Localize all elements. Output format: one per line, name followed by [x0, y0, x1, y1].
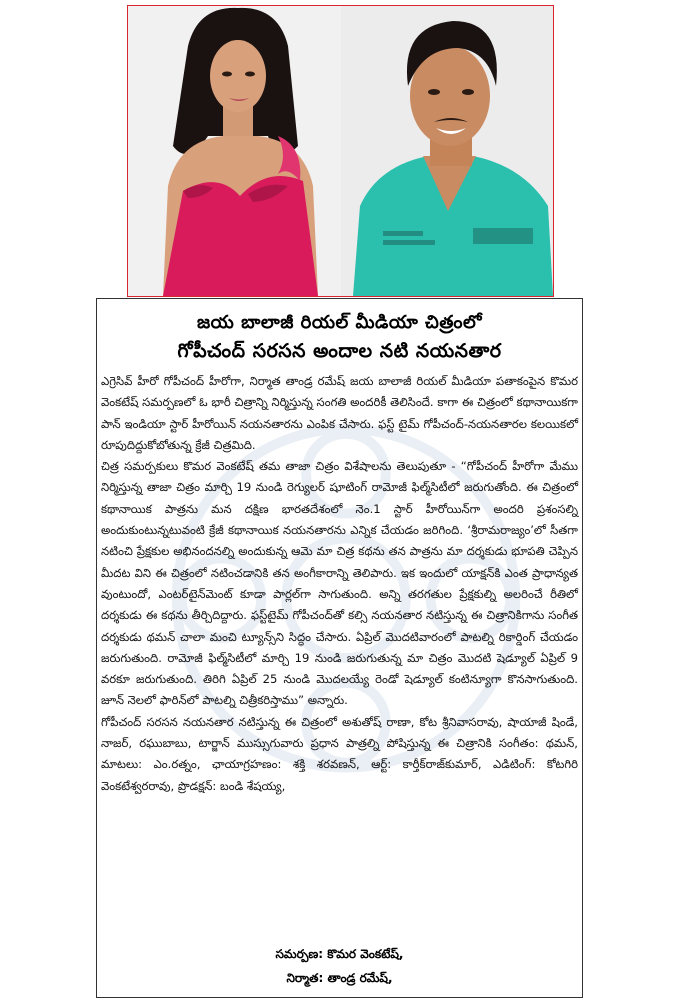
presenter-credit: సమర్పణ: కొమర వెంకటేష్,	[275, 947, 404, 961]
headline-line-1: జయ బాలాజీ రియల్ మీడియా చిత్రంలో	[197, 312, 482, 333]
photo-collage	[127, 5, 554, 297]
paragraph-3: గోపీచంద్ సరసన నయనతార నటిస్తున్న ఈ చిత్రంలో అశుతోష్ రాణా, కోట శ్రీనివాసరావు, షాయాజీ షిండే, నాజర్, రఘుబాబు, టార్జాన్ ముస్సుగువారు ప్రధాన పాత్రల్ని పోషిస్తున్న ఈ చిత్రానికి సంగీతం: థమన్, మాటలు: ఎం.రత్నం, ఛాయాగ్రహణం: శక్తి శరవణన్, ఆర్ట్: కార్తీక్‌రాజ్‌కుమార్, ఎడిటింగ్: కోటగిరి వెంకటేశ్వరరావు, ప్రొడక్షన్: బండి శేషయ్య,	[101, 714, 578, 793]
producer-credit: నిర్మాత: తాండ్ర రమేష్,	[286, 971, 393, 985]
article-body	[101, 371, 578, 797]
paragraph-1: ఎగ్రెసివ్ హీరో గోపీచంద్ హీరోగా, నిర్మాత తాండ్ర రమేష్ జయ బాలాజీ రియల్ మీడియా పతాకంపైన కొమర వెంకటేష్ సమర్పణలో ఓ భారీ చిత్రాన్ని నిర్మిస్తున్న సంగతి అందరికీ తెలిసిందే. కాగా ఈ చిత్రంలో కథానాయికగా పాన్ ఇండియా స్టార్ హీరోయిన్ నయనతారను ఎంపిక చేసారు. ఫస్ట్ టైమ్ గోపీచంద్-నయనతారల కలయికలో రూపుదిద్దుకోబోతున్న క్రేజీ చిత్రమిది.	[101, 374, 578, 452]
paragraph-2: చిత్ర సమర్పకులు కొమర వెంకటేష్ తమ తాజా చిత్రం విశేషాలను తెలుపుతూ - “గోపీచంద్ హీరోగా మేము నిర్మిస్తున్న తాజా చిత్రం మార్చి 19 నుండి రెగ్యులర్ షూటింగ్ రామోజీ ఫిల్మ్‌సిటీలో జరుగుతోంది. ఈ చిత్రంలో కథానాయిక పాత్రను మన దక్షిణ భారతదేశంలో నెం.1 స్టార్ హీరోయిన్‌గా అందరి ప్రశంసల్ని అందుకుంటున్నటువంటి క్రేజీ కథానాయిక నయనతారను ఎన్నిక చేయడం జరిగింది. ‘శ్రీరామరాజ్యం’లో సీతగా నటించి ప్రేక్షకుల అభినందనల్ని అందుకున్న ఆమె మా చిత్ర కథను తన పాత్రను మా దర్శకుడు భూపతి చెప్పిన మీదట విని ఈ చిత్రంలో నటించడానికి తన అంగీకారాన్ని తెలిపారు. ఇక ఇందులో యాక్షన్‌కి ఎంత ప్రాధాన్యత వుంటుందో, ఎంటర్‌టైన్‌మెంట్ కూడా పార్లల్‌గా సాగుతుంది. అన్ని తరగతుల ప్రేక్షకుల్ని అలరించే రీతిలో దర్శకుడు ఈ కథను తీర్చిదిద్దారు. ఫస్ట్‌టైమ్ గోపీచంద్‌తో కల్సి నయనతార నటిస్తున్న ఈ చిత్రానికిగాను సంగీత దర్శకుడు థమన్ చాలా మంచి ట్యూన్స్‌ని సిద్ధం చేసారు. ఏప్రిల్ మొదటివారంలో పాటల్ని రికార్డింగ్ చేయడం జరుగుతుంది. రామోజీ ఫిల్మ్‌సిటీలో మార్చి 19 నుండి జరుగుతున్న మా చిత్రం మొదటి షెడ్యూల్ ఏప్రిల్ 9 వరకూ జరుగుతుంది. తిరిగి ఏప్రిల్ 25 నుండి మొదలయ్యే రెండో షెడ్యూల్ కంటిన్యూగా కొనసాగుతుంది. జూన్ నెలలో ఫారిన్‌లో పాటల్ని చిత్రీకరిస్తాము” అన్నారు.	[101, 459, 578, 708]
article	[96, 298, 583, 998]
headline-line-2: గోపీచంద్ సరసన అందాల నటి నయనతార	[177, 340, 502, 362]
photo-illustration	[128, 6, 553, 296]
